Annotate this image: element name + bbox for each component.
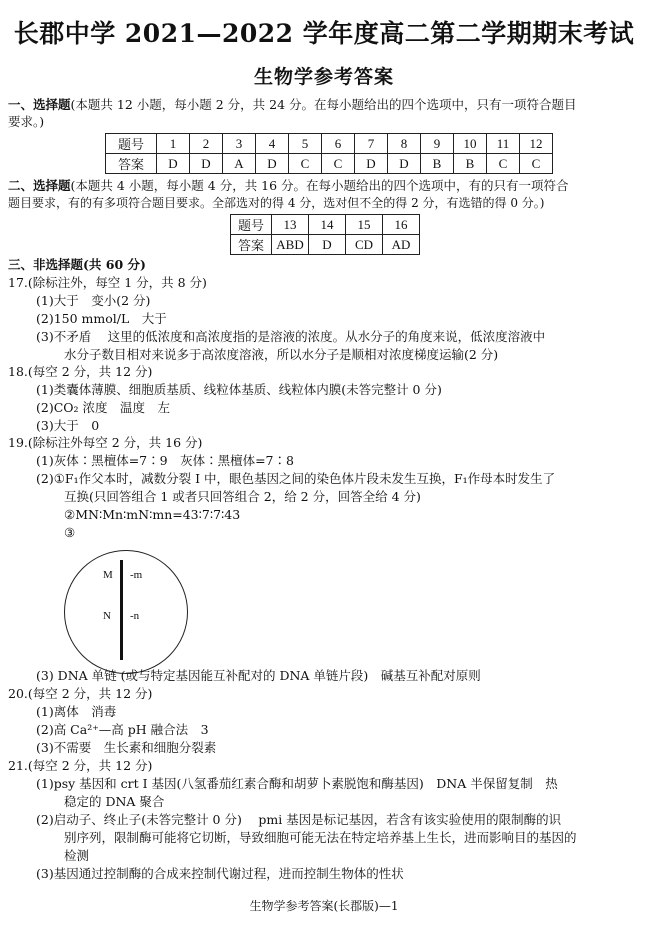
section1-desc-line2: 要求。) <box>8 114 45 129</box>
answer-cell: D <box>388 154 421 174</box>
q20-part3: (3)不需要 生长素和细胞分裂素 <box>36 740 217 755</box>
question-number-cell: 6 <box>322 134 355 154</box>
answer-cell: D <box>309 235 346 255</box>
q20-head: 20.(每空 2 分，共 12 分) <box>8 686 153 701</box>
answer-cell: A <box>223 154 256 174</box>
page-footer: 生物学参考答案(长郡版)—1 <box>249 899 399 913</box>
answer-cell: D <box>157 154 190 174</box>
q18-part2: (2)CO₂ 浓度 温度 左 <box>36 400 171 415</box>
answer-cell: D <box>355 154 388 174</box>
q17-part2: (2)150 mmol/L 大于 <box>36 311 167 326</box>
question-number-cell: 10 <box>454 134 487 154</box>
q18-part1: (1)类囊体薄膜、细胞质基质、线粒体基质、线粒体内膜(未答完整计 0 分) <box>36 382 442 397</box>
q21-part1-line2: 稳定的 DNA 聚合 <box>64 794 165 809</box>
q19-part1: (1)灰体∶黑檀体=7∶9 灰体∶黑檀体=7∶8 <box>36 453 294 468</box>
q19-part2-line1: (2)①F₁作父本时，减数分裂 Ⅰ 中，眼色基因之间的染色体片段未发生互换，F₁作母本时发生了 <box>36 471 556 486</box>
question-number-cell: 1 <box>157 134 190 154</box>
section2-desc-line1: 二、选择题(本题共 4 小题，每小题 4 分，共 16 分。在每小题给出的四个选项中，有的只有一项符合 <box>8 178 569 193</box>
section1-desc-line1: 一、选择题(本题共 12 小题，每小题 2 分，共 24 分。在每小题给出的四个选项中，只有一项符合题目 <box>8 97 577 112</box>
question-number-cell: 15 <box>346 215 383 235</box>
answer-cell: C <box>322 154 355 174</box>
q17-part3-line1: (3)不矛盾 这里的低浓度和高浓度指的是溶液的浓度。从水分子的角度来说，低浓度溶液中 <box>36 329 546 344</box>
gene-n-label: -n <box>130 610 140 622</box>
question-number-cell: 14 <box>309 215 346 235</box>
q19-head: 19.(除标注外每空 2 分，共 16 分) <box>8 435 203 450</box>
answer-cell: C <box>520 154 553 174</box>
q20-part1: (1)离体 消毒 <box>36 704 117 719</box>
answer-cell: CD <box>346 235 383 255</box>
answer-cell: B <box>421 154 454 174</box>
question-number-cell: 16 <box>383 215 420 235</box>
answer-cell: D <box>256 154 289 174</box>
q19-part2-ratio: ②MN∶Mn∶mN∶mn=43∶7∶7∶43 <box>64 507 241 522</box>
question-number-cell: 4 <box>256 134 289 154</box>
question-number-cell: 5 <box>289 134 322 154</box>
answer-cell: ABD <box>272 235 309 255</box>
q17-part3-line2: 水分子数目相对来说多于高浓度溶液，所以水分子是顺相对浓度梯度运输(2 分) <box>64 347 499 362</box>
q21-head: 21.(每空 2 分，共 12 分) <box>8 758 153 773</box>
document-title: 长郡中学 2021—2022 学年度高二第二学期期末考试 <box>13 19 635 48</box>
row-label-answer: 答案 <box>106 154 157 174</box>
answer-cell: C <box>487 154 520 174</box>
question-number-cell: 3 <box>223 134 256 154</box>
q21-part3: (3)基因通过控制酶的合成来控制代谢过程，进而控制生物体的性状 <box>36 866 404 881</box>
answer-cell: AD <box>383 235 420 255</box>
section2-desc-line2: 题目要求，有的有多项符合题目要求。全部选对的得 4 分，选对但不全的得 2 分，有选错的得 0 分。) <box>8 196 545 210</box>
q21-part2-line3: 检测 <box>64 848 90 863</box>
section3-heading: 三、非选择题(共 60 分) <box>8 257 146 272</box>
section2-answer-table <box>230 214 420 255</box>
q18-part3: (3)大于 0 <box>36 418 100 433</box>
q21-part1-line1: (1)psy 基因和 crt Ⅰ 基因(八氢番茄红素合酶和胡萝卜素脱饱和酶基因) DNA 半保留复制 热 <box>36 776 558 791</box>
question-number-cell: 13 <box>272 215 309 235</box>
document-subtitle: 生物学参考答案 <box>253 66 394 88</box>
q19-part3: (3) DNA 单链 (或与特定基因能互补配对的 DNA 单链片段) 碱基互补配对原则 <box>36 668 481 683</box>
q19-part2-line2: 互换(只回答组合 1 或者只回答组合 2，给 2 分，回答全给 4 分) <box>64 489 421 504</box>
q17-part1: (1)大于 变小(2 分) <box>36 293 151 308</box>
q17-head: 17.(除标注外，每空 1 分，共 8 分) <box>8 275 207 290</box>
gene-m-label: -m <box>130 569 143 581</box>
row-label-question: 题号 <box>106 134 157 154</box>
chromosome-line <box>120 560 123 660</box>
question-number-cell: 11 <box>487 134 520 154</box>
q21-part2-line1: (2)启动子、终止子(未答完整计 0 分) pmi 基因是标记基因，若含有该实验使用的限制酶的识 <box>36 812 562 827</box>
row-label-question: 题号 <box>231 215 272 235</box>
answer-cell: B <box>454 154 487 174</box>
question-number-cell: 9 <box>421 134 454 154</box>
question-number-cell: 12 <box>520 134 553 154</box>
gene-M-label: M <box>103 569 113 581</box>
q21-part2-line2: 别序列，限制酶可能将它切断，导致细胞可能无法在特定培养基上生长，进而影响目的基因的 <box>64 830 577 845</box>
cell-diagram-circle <box>64 550 188 674</box>
q18-head: 18.(每空 2 分，共 12 分) <box>8 364 153 379</box>
answer-cell: C <box>289 154 322 174</box>
gene-N-label: N <box>103 610 111 622</box>
row-label-answer: 答案 <box>231 235 272 255</box>
answer-cell: D <box>190 154 223 174</box>
q19-part2-diagram-label: ③ <box>64 525 76 540</box>
question-number-cell: 7 <box>355 134 388 154</box>
question-number-cell: 8 <box>388 134 421 154</box>
q20-part2: (2)高 Ca²⁺—高 pH 融合法 3 <box>36 722 209 737</box>
question-number-cell: 2 <box>190 134 223 154</box>
section1-answer-table <box>105 133 553 174</box>
